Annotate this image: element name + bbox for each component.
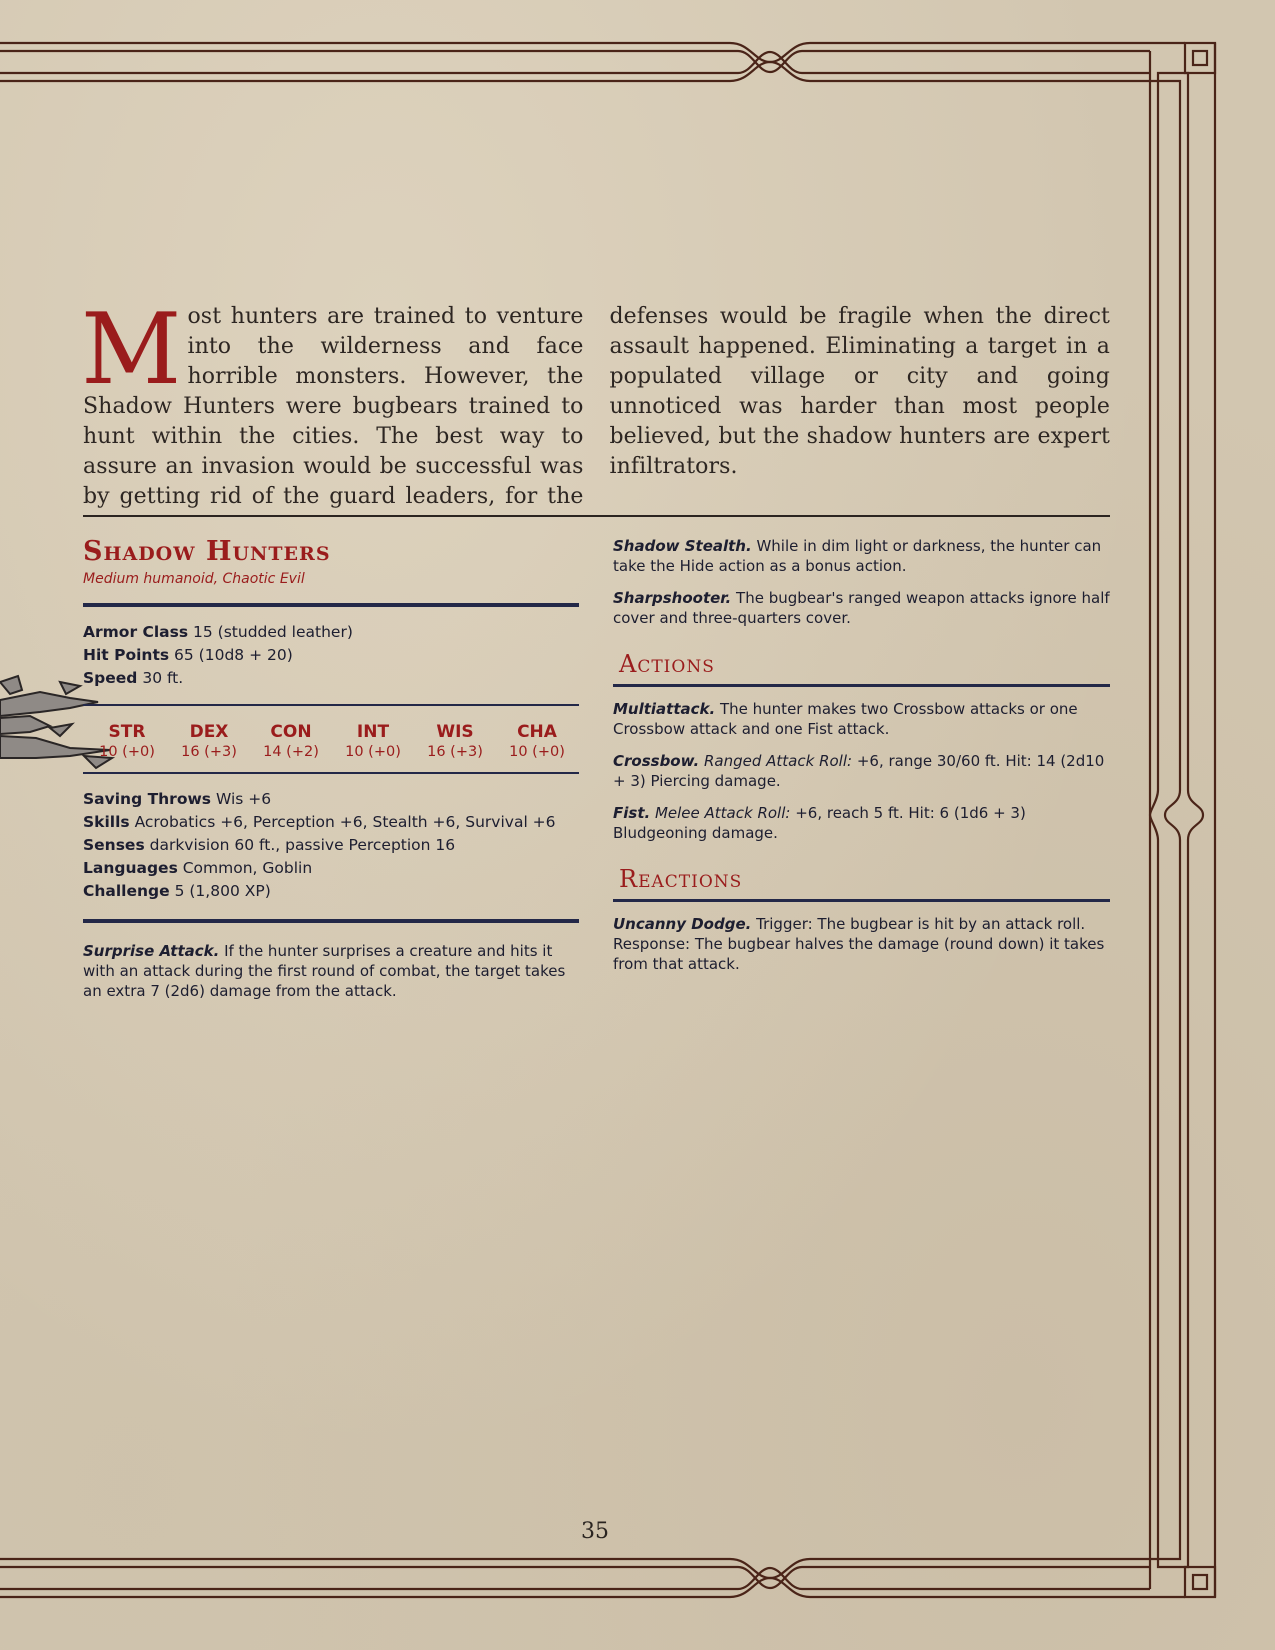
action-multiattack: Multiattack. The hunter makes two Crossbow attacks or one Crossbow attack and one Fist attack. [613, 700, 1078, 738]
hit-points: Hit Points 65 (10d8 + 20) [83, 646, 293, 664]
ability-wis: WIS 16 (+3) [427, 722, 483, 760]
action-fist: Fist. Melee Attack Roll: +6, reach 5 ft. Hit: 6 (1d6 + 3) Bludgeoning damage. [613, 804, 1026, 842]
reactions-heading: Reactions [619, 865, 743, 893]
trait-shadow-stealth: Shadow Stealth. While in dim light or darkness, the hunter can take the Hide action as a bonus action. [613, 537, 1102, 575]
statblock-rule [83, 772, 579, 774]
senses: Senses darkvision 60 ft., passive Perception 16 [83, 836, 456, 854]
armor-class: Armor Class 15 (studded leather) [83, 623, 353, 641]
ability-dex: DEX 16 (+3) [181, 722, 237, 760]
challenge: Challenge 5 (1,800 XP) [83, 882, 271, 900]
reaction-uncanny-dodge: Uncanny Dodge. Trigger: The bugbear is hit by an attack roll. Response: The bugbear halves the damage (round down) it takes from that attack. [613, 915, 1105, 973]
intro-text: ost hunters are trained to venture into the wilderness and face horrible monsters. However, the Shadow Hunters were bugbears trained to hunt within the cities. The best way to assure an invasion would be successful was by getting rid of the guard leaders, for the defenses would be fragile when the direct assault happened. Eliminating a target in a populated village or city and going unnoticed was harder than most people believed, but the shadow hunters are expert infiltrators. [83, 304, 1110, 509]
intro-paragraph [81, 293, 1110, 512]
ability-str: STR 10 (+0) [99, 722, 155, 760]
ability-con: CON 14 (+2) [263, 722, 319, 760]
statblock-right-column [613, 536, 1110, 986]
actions-heading: Actions [619, 650, 715, 678]
statblock-rule [83, 603, 579, 607]
ability-int: INT 10 (+0) [345, 722, 401, 760]
section-divider [83, 515, 1110, 517]
statblock-rule [83, 704, 579, 706]
skills: Skills Acrobatics +6, Perception +6, Stealth +6, Survival +6 [83, 813, 556, 831]
ability-scores [83, 722, 579, 760]
trait-sharpshooter: Sharpshooter. The bugbear's ranged weapon attacks ignore half cover and three-quarters cover. [613, 589, 1110, 627]
trait-surprise-attack: Surprise Attack. If the hunter surprises a creature and hits it with an attack during the first round of combat, the target takes an extra 7 (2d6) damage from the attack. [83, 942, 566, 1000]
saving-throws: Saving Throws Wis +6 [83, 790, 272, 808]
drop-cap: M [81, 293, 182, 407]
statblock-type: Medium humanoid, Chaotic Evil [83, 571, 305, 587]
statblock-rule [83, 919, 579, 923]
ability-cha: CHA 10 (+0) [509, 722, 565, 760]
reactions-rule [613, 899, 1110, 902]
languages: Languages Common, Goblin [83, 859, 313, 877]
actions-rule [613, 684, 1110, 687]
statblock-left-column [83, 536, 579, 1013]
action-crossbow: Crossbow. Ranged Attack Roll: +6, range 30/60 ft. Hit: 14 (2d10 + 3) Piercing damage. [613, 752, 1105, 790]
statblock-title: Shadow Hunters [83, 536, 331, 567]
page-number: 35 [581, 1519, 609, 1544]
speed: Speed 30 ft. [83, 669, 184, 687]
